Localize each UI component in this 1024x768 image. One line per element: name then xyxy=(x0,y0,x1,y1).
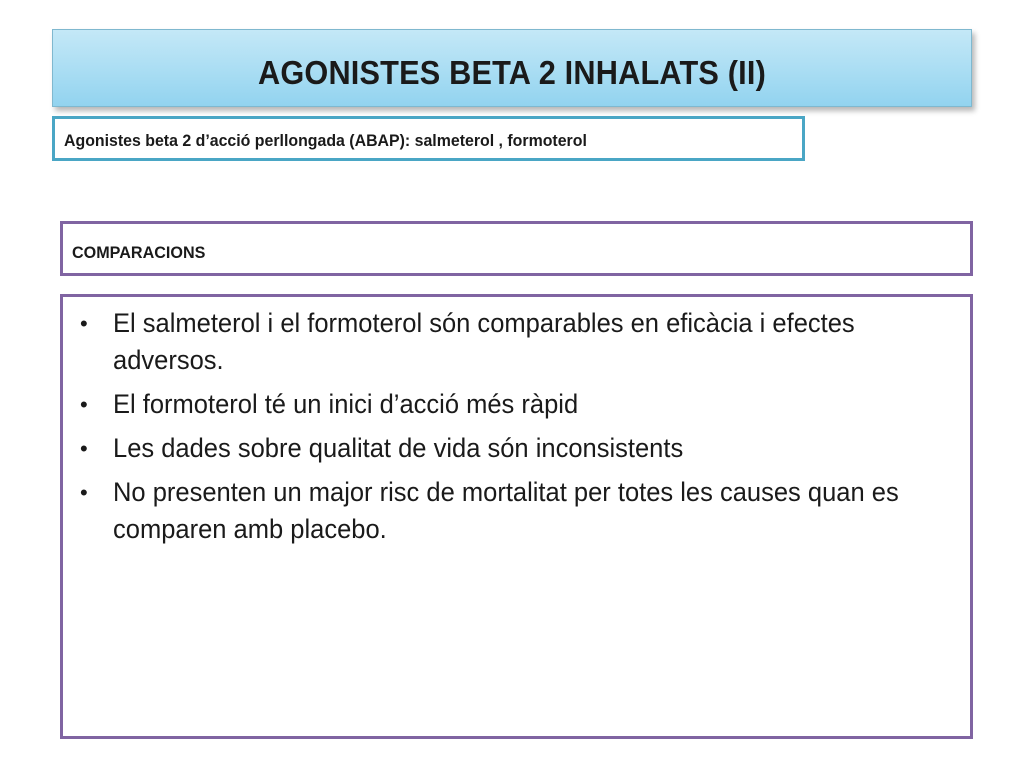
bullet-item xyxy=(75,430,955,467)
bullet-icon: • xyxy=(80,436,88,461)
bullet-item xyxy=(75,386,955,423)
bullet-text: El formoterol té un inici d’acció més ràpid xyxy=(113,389,579,419)
subtitle-box xyxy=(52,116,805,161)
section-heading: COMPARACIONS xyxy=(72,243,206,262)
bullet-item xyxy=(75,474,955,548)
section-heading-box xyxy=(60,221,973,276)
bullet-icon: • xyxy=(80,311,88,336)
bullet-text: El salmeterol i el formoterol són comparables en eficàcia i efectes adversos. xyxy=(113,308,855,375)
bullet-text: Les dades sobre qualitat de vida són inconsistents xyxy=(113,433,684,463)
bullet-item xyxy=(75,305,955,379)
bullet-icon: • xyxy=(80,480,88,505)
content-box xyxy=(60,294,973,739)
slide-subtitle: Agonistes beta 2 d’acció perllongada (ABAP): salmeterol , formoterol xyxy=(64,131,587,150)
bullet-text: No presenten un major risc de mortalitat per totes les causes quan es comparen amb placebo. xyxy=(113,477,899,544)
bullet-list xyxy=(75,305,955,555)
title-banner xyxy=(52,29,972,107)
bullet-icon: • xyxy=(80,392,88,417)
slide-title: AGONISTES BETA 2 INHALATS (II) xyxy=(257,54,766,91)
